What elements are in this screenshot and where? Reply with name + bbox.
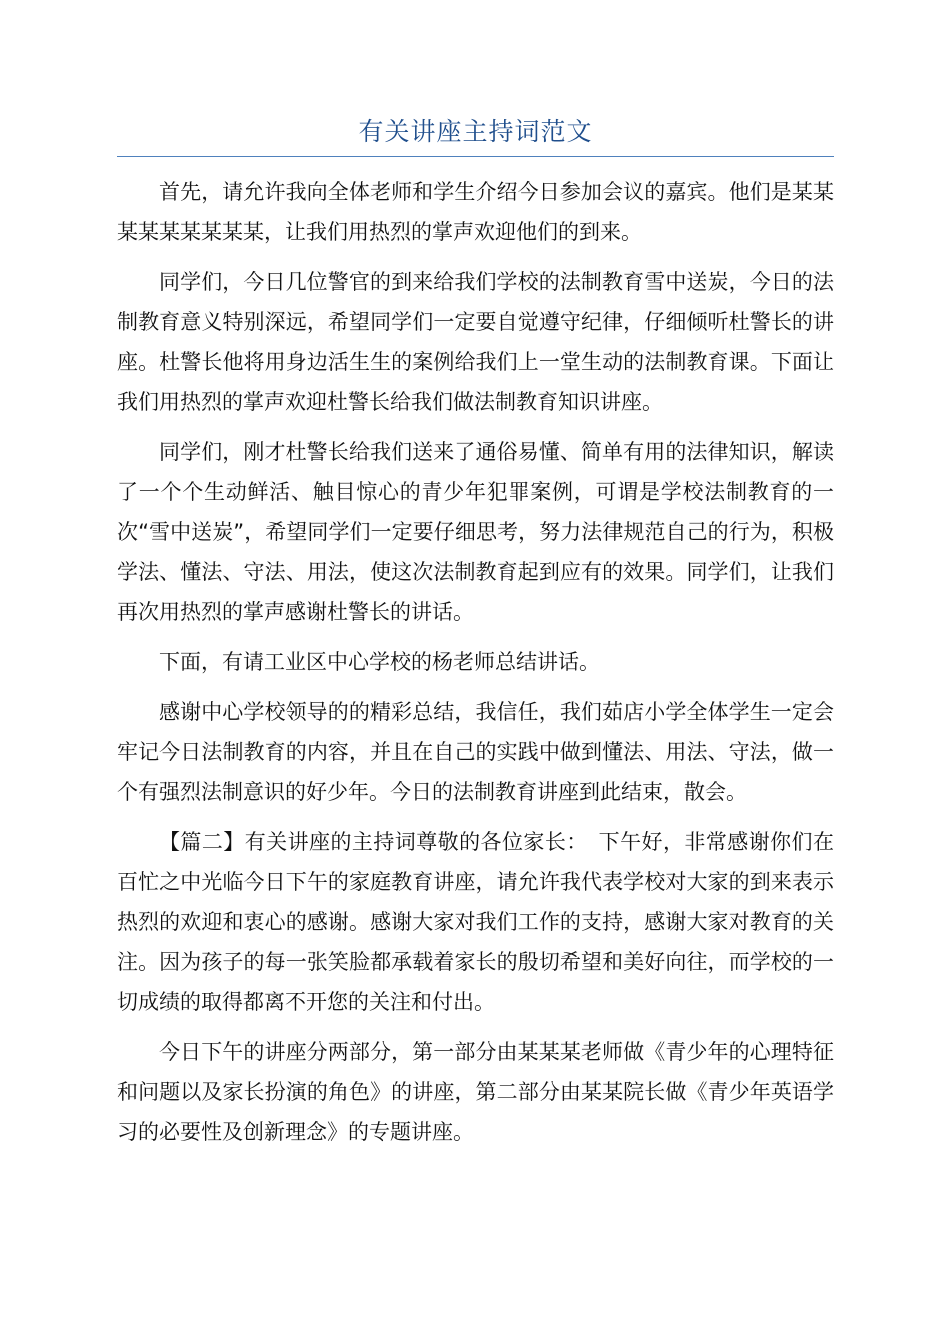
paragraph: 下面，有请工业区中心学校的杨老师总结讲话。 [159,650,600,674]
title-block [117,108,834,157]
paragraph: 首先，请允许我向全体老师和学生介绍今日参加会议的嘉宾。他们是某某某某某某某某某，让我们用热烈的掌声欢迎他们的到来。 [117,180,834,244]
paragraph: 【篇二】有关讲座的主持词尊敬的各位家长： 下午好，非常感谢你们在百忙之中光临今日下午的家庭教育讲座，请允许我代表学校对大家的到来表示热烈的欢迎和衷心的感谢。感谢大家对我们工作的支持，感谢大家对教育的关注。因为孩子的每一张笑脸都承载着家长的殷切希望和美好向往，而学校的一切成绩的取得都离不开您的关注和付出。 [117,830,834,1014]
document-body [117,172,834,1162]
paragraph: 感谢中心学校领导的的精彩总结，我信任，我们茹店小学全体学生一定会牢记今日法制教育的内容，并且在自己的实践中做到懂法、用法、守法，做一个有强烈法制意识的好少年。今日的法制教育讲座到此结束，散会。 [117,700,834,804]
paragraph: 同学们，刚才杜警长给我们送来了通俗易懂、简单有用的法律知识，解读了一个个生动鲜活、触目惊心的青少年犯罪案例，可谓是学校法制教育的一次“雪中送炭”，希望同学们一定要仔细思考，努力法律规范自己的行为，积极学法、懂法、守法、用法，使这次法制教育起到应有的效果。同学们，让我们再次用热烈的掌声感谢杜警长的讲话。 [117,440,834,624]
document-title: 有关讲座主持词范文 [358,117,593,146]
paragraph: 今日下午的讲座分两部分，第一部分由某某某老师做《青少年的心理特征和问题以及家长扮演的角色》的讲座，第二部分由某某院长做《青少年英语学习的必要性及创新理念》的专题讲座。 [117,1040,834,1144]
paragraph: 同学们，今日几位警官的到来给我们学校的法制教育雪中送炭，今日的法制教育意义特别深远，希望同学们一定要自觉遵守纪律，仔细倾听杜警长的讲座。杜警长他将用身边活生生的案例给我们上一堂生动的法制教育课。下面让我们用热烈的掌声欢迎杜警长给我们做法制教育知识讲座。 [117,270,834,414]
